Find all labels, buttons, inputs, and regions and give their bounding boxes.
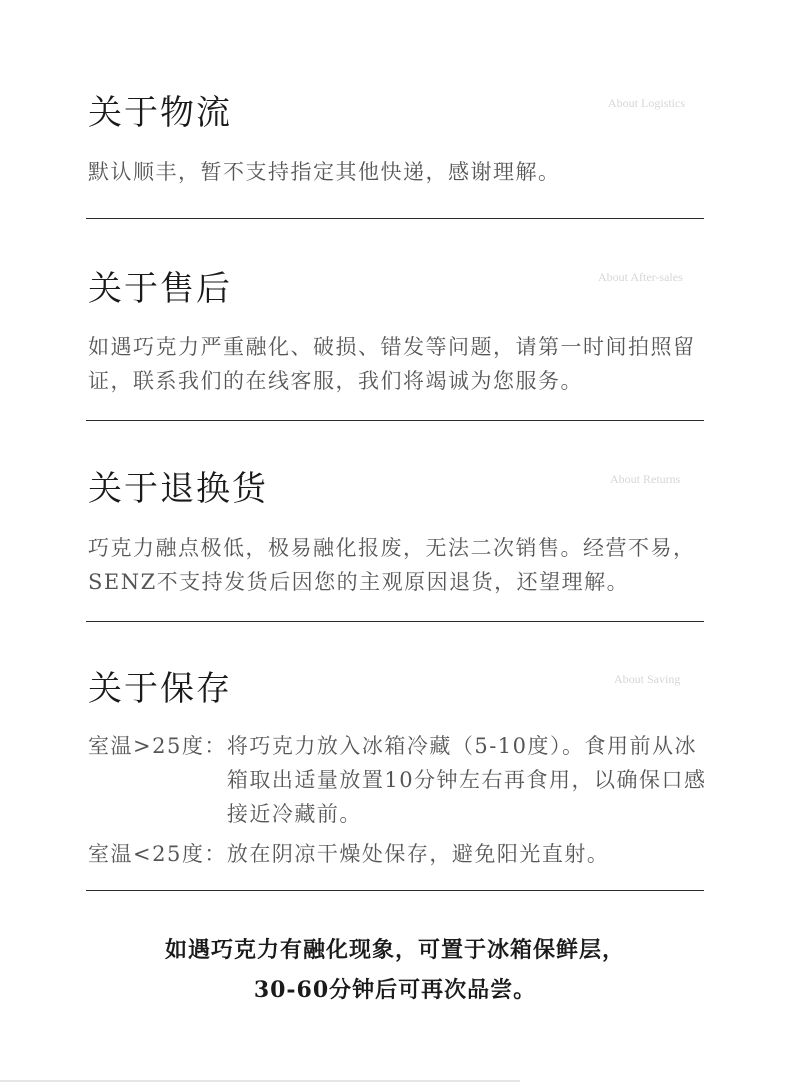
divider bbox=[86, 890, 704, 891]
returns-english-title: About Returns bbox=[610, 472, 681, 486]
saving-english-title: About Saving bbox=[614, 672, 681, 686]
melting-note-line-1: 如遇巧克力有融化现象，可置于冰箱保鲜层， bbox=[164, 937, 625, 963]
saving-section bbox=[86, 0, 707, 892]
returns-title: 关于退换货 bbox=[88, 469, 268, 509]
storage-row-above-25 bbox=[88, 729, 708, 831]
melting-note-line-2: 30-60分钟后可再次品尝。 bbox=[253, 977, 537, 1003]
storage-row-below-25 bbox=[88, 837, 708, 871]
storage-text: 放在阴凉干燥处保存，避免阳光直射。 bbox=[226, 842, 610, 866]
logistics-english-title: About Logistics bbox=[608, 96, 685, 110]
after-sales-text: 如遇巧克力严重融化、破损、错发等问题，请第一时间拍照留证，联系我们的在线客服，我们将竭诚为您服务。 bbox=[88, 335, 696, 393]
bottom-edge-line bbox=[0, 1080, 520, 1082]
storage-label: 室温>25度： bbox=[88, 734, 227, 758]
logistics-text: 默认顺丰，暂不支持指定其他快递，感谢理解。 bbox=[88, 160, 561, 184]
storage-label: 室温<25度： bbox=[88, 842, 227, 866]
saving-rows bbox=[88, 729, 708, 871]
after-sales-english-title: About After-sales bbox=[598, 270, 683, 284]
melting-note bbox=[0, 930, 790, 1010]
after-sales-title: 关于售后 bbox=[88, 269, 232, 309]
logistics-title: 关于物流 bbox=[88, 93, 232, 133]
storage-text: 将巧克力放入冰箱冷藏（5-10度）。食用前从冰箱取出适量放置10分钟左右再食用，以确保口感接近冷藏前。 bbox=[226, 734, 707, 826]
saving-title: 关于保存 bbox=[88, 669, 232, 709]
returns-text: 巧克力融点极低，极易融化报废，无法二次销售。经营不易，SENZ不支持发货后因您的主观原因退货，还望理解。 bbox=[88, 536, 696, 594]
